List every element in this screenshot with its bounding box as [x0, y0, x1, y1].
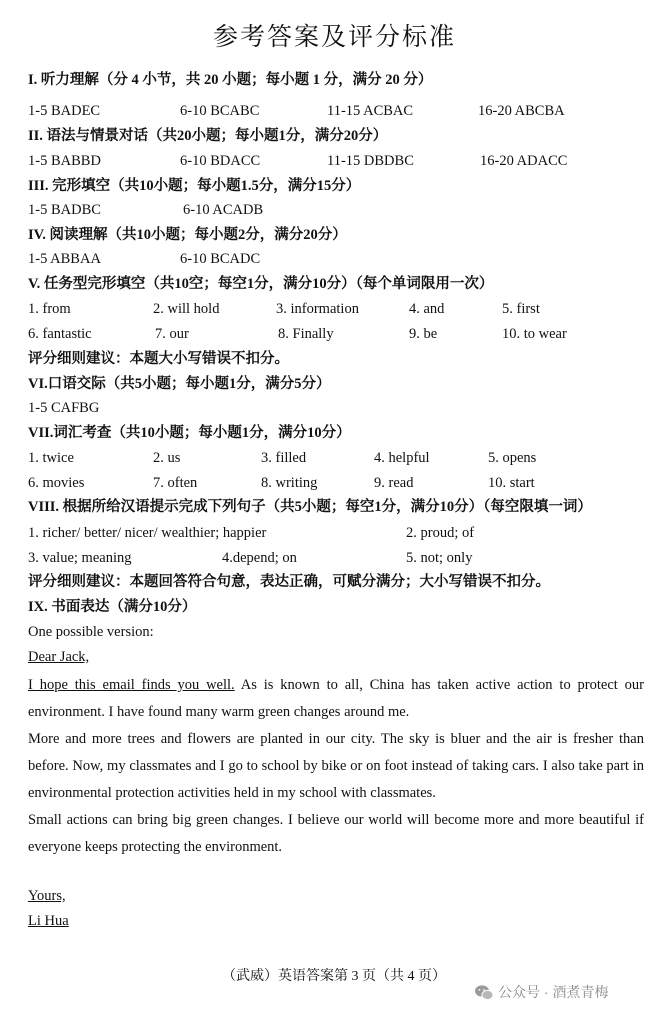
section-4-header: IV. 阅读理解（共10小题；每小题2分，满分20分） [28, 227, 347, 243]
essay-paragraph-2: More and more trees and flowers are planted in our city. The sky is bluer and the air is fresher than before. Now, my classmates and I go to school by bike or on foot instead of taking cars. I also take part in environmental protection activities held in my school with classmates. [28, 731, 644, 801]
essay-greeting: Dear Jack, [28, 649, 90, 665]
answer-group: 6-10 ACADB [183, 202, 264, 218]
section-6-header: VI.口语交际（共5小题；每小题1分，满分5分） [28, 376, 331, 392]
answer-item: 3. filled [261, 450, 307, 466]
essay-paragraph-3: Small actions can bring big green changes. I believe our world will become more and more beautiful if everyone keeps protecting the environment. [28, 812, 644, 855]
answer-item: 4.depend; on [222, 550, 297, 566]
answer-item: 2. proud; of [406, 525, 475, 541]
answer-group: 11-15 DBDBC [327, 153, 414, 169]
answer-group: 1-5 BADEC [28, 103, 101, 119]
answer-item: 10. to wear [502, 326, 567, 342]
page-title: 参考答案及评分标准 [212, 24, 456, 51]
essay-paragraph-1-rest: As is known to all, China has taken active action to protect our environment. I have found many warm green changes around me. [28, 677, 644, 720]
answer-group: 6-10 BDACC [180, 153, 261, 169]
essay-intro: One possible version: [28, 624, 154, 640]
section-5-scoring-note: 评分细则建议：本题大小写错误不扣分。 [28, 351, 289, 367]
answer-group: 16-20 ABCBA [478, 103, 565, 119]
section-5-header: V. 任务型完形填空（共10空；每空1分，满分10分）（每个单词限用一次） [28, 276, 494, 292]
answer-item: 9. be [409, 326, 438, 342]
section-5-row-2 [0, 324, 669, 344]
section-7-row-2 [0, 473, 669, 493]
answer-item: 7. our [155, 326, 189, 342]
answer-item: 7. often [153, 475, 198, 491]
answer-item: 1. from [28, 301, 71, 317]
answer-item: 1. twice [28, 450, 74, 466]
section-3-header: III. 完形填空（共10小题；每小题1.5分，满分15分） [28, 178, 361, 194]
page-footer: （武威）英语答案第 3 页（共 4 页） [222, 969, 446, 984]
essay-opening-sentence: I hope this email finds you well. [28, 677, 235, 693]
watermark [474, 982, 608, 1002]
section-2-header: II. 语法与情景对话（共20小题；每小题1分，满分20分） [28, 128, 388, 144]
section-2-answers [0, 151, 669, 171]
answer-group: 11-15 ACBAC [327, 103, 414, 119]
answer-item: 4. helpful [374, 450, 430, 466]
answer-group: 1-5 CAFBG [28, 400, 100, 416]
essay-paragraph-1 [28, 672, 644, 726]
section-5-row-1 [0, 299, 669, 319]
essay-signature: Li Hua [28, 913, 69, 929]
watermark-text: 公众号 · 酒煮青梅 [498, 984, 609, 1000]
answer-item: 5. not; only [406, 550, 473, 566]
answer-item: 6. movies [28, 475, 85, 491]
wechat-icon [474, 984, 494, 1001]
answer-group: 6-10 BCADC [180, 251, 261, 267]
answer-item: 8. writing [261, 475, 318, 491]
answer-item: 6. fantastic [28, 326, 92, 342]
essay-body [28, 672, 644, 861]
answer-item: 2. us [153, 450, 181, 466]
answer-item: 8. Finally [278, 326, 334, 342]
section-3-answers [0, 200, 669, 220]
essay-closing: Yours, [28, 888, 66, 904]
answer-group: 16-20 ADACC [480, 153, 568, 169]
answer-item: 3. information [276, 301, 359, 317]
section-7-row-1 [0, 448, 669, 468]
answer-item: 4. and [409, 301, 445, 317]
answer-group: 1-5 BADBC [28, 202, 101, 218]
section-8-header: VIII. 根据所给汉语提示完成下列句子（共5小题；每空1分，满分10分）（每空限填一词） [28, 499, 592, 515]
answer-group: 1-5 BABBD [28, 153, 101, 169]
section-8-row-1 [0, 523, 669, 543]
answer-item: 10. start [488, 475, 535, 491]
section-8-scoring-note: 评分细则建议：本题回答符合句意，表达正确，可赋分满分；大小写错误不扣分。 [28, 574, 550, 590]
section-9-header: IX. 书面表达（满分10分） [28, 599, 197, 615]
answer-group: 6-10 BCABC [180, 103, 260, 119]
answer-item: 1. richer/ better/ nicer/ wealthier; happier [28, 525, 267, 541]
answer-group: 1-5 ABBAA [28, 251, 101, 267]
answer-item: 5. opens [488, 450, 537, 466]
section-1-header: I. 听力理解（分 4 小节，共 20 小题；每小题 1 分，满分 20 分） [28, 72, 433, 88]
answer-item: 2. will hold [153, 301, 220, 317]
answer-item: 3. value; meaning [28, 550, 132, 566]
answer-item: 5. first [502, 301, 540, 317]
answer-item: 9. read [374, 475, 414, 491]
section-8-row-2 [0, 548, 669, 568]
section-1-answers [0, 101, 669, 121]
section-6-answers [0, 398, 669, 418]
section-7-header: VII.词汇考查（共10小题；每小题1分，满分10分） [28, 425, 351, 441]
section-4-answers [0, 249, 669, 269]
